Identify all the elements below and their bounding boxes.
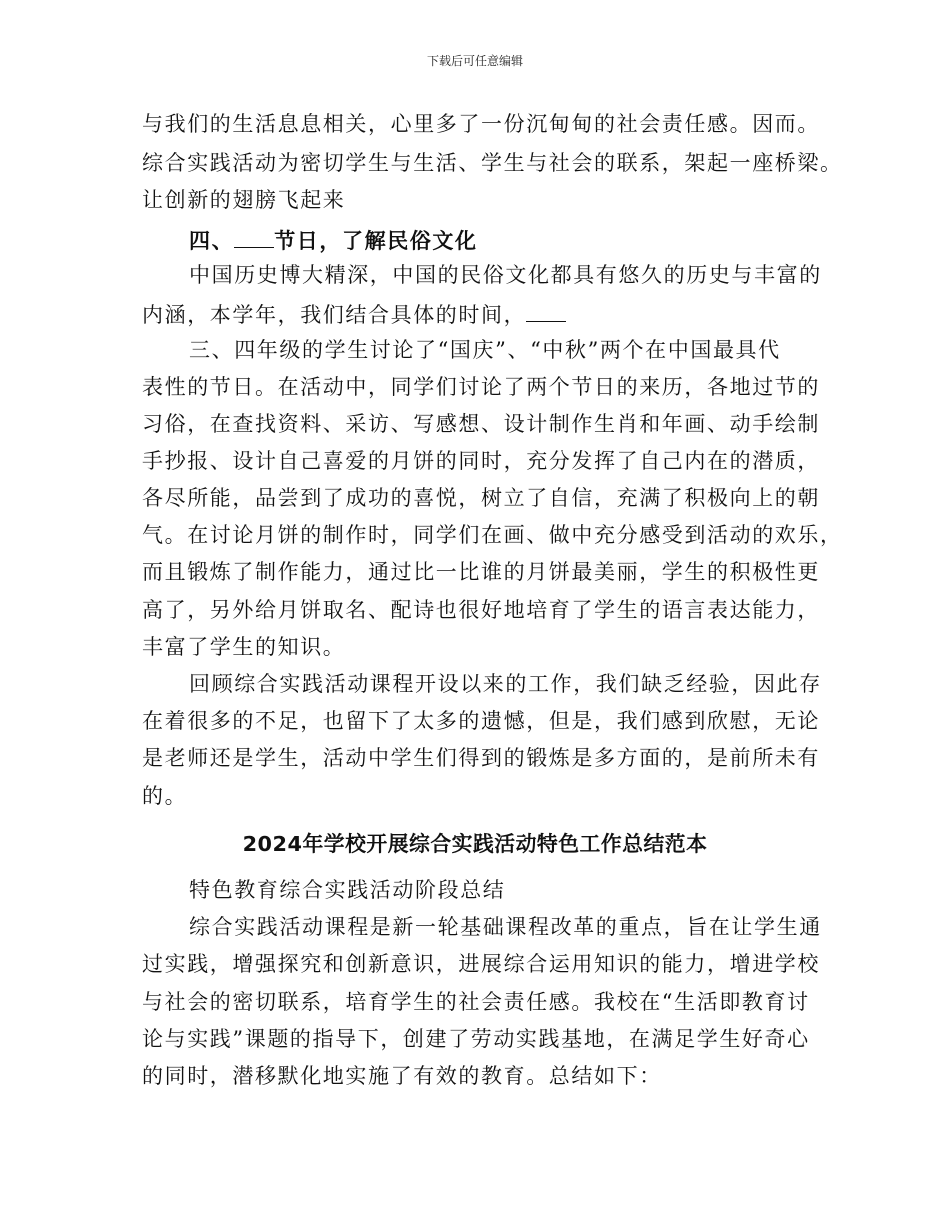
paragraph-line: 的。 [142,784,188,808]
paragraph-line: 的同时，潜移默化地实施了有效的教育。总结如下： [142,1064,662,1088]
paragraph-line: 中国历史博大精深，中国的民俗文化都具有悠久的历史与丰富的 [189,263,822,287]
paragraph-line: 论与实践”课题的指导下，创建了劳动实践基地，在满足学生好奇心 [142,1027,810,1051]
paragraph-line: 气。在讨论月饼的制作时，同学们在画、做中充分感受到活动的欢乐， [142,523,843,547]
paragraph-line: 三、四年级的学生讨论了“国庆”、“中秋”两个在中国最具代 [189,338,781,362]
paragraph-line: 让创新的翅膀飞起来 [142,188,346,212]
paragraph-line: 内涵，本学年，我们结合具体的时间， [142,302,566,326]
paragraph-line: 综合实践活动课程是新一轮基础课程改革的重点，旨在让学生通 [189,915,822,939]
blank-underline [526,302,566,322]
paragraph-line: 过实践，增强探究和创新意识，进展综合运用知识的能力，增进学校 [142,952,820,976]
paragraph-line: 表性的节日。在活动中，同学们讨论了两个节日的来历，各地过节的 [142,375,820,399]
paragraph-line: 丰富了学生的知识。 [142,635,346,659]
blank-underline [234,228,274,248]
paragraph-line: 而且锻炼了制作能力，通过比一比谁的月饼最美丽，学生的积极性更 [142,560,820,584]
paragraph-line: 各尽所能，品尝到了成功的喜悦，树立了自信，充满了积极向上的朝 [142,486,820,510]
paragraph-line: 习俗，在查找资料、采访、写感想、设计制作生肖和年画、动手绘制 [142,412,820,436]
paragraph-line: 在着很多的不足，也留下了太多的遗憾，但是，我们感到欣慰，无论 [142,709,820,733]
document-title: 2024年学校开展综合实践活动特色工作总结范本 [242,832,708,856]
section-subtitle: 特色教育综合实践活动阶段总结 [189,878,506,902]
page-header: 下载后可任意编辑 [426,54,523,68]
paragraph-line: 高了，另外给月饼取名、配诗也很好地培育了学生的语言表达能力， [142,598,820,622]
paragraph-line: 回顾综合实践活动课程开设以来的工作，我们缺乏经验，因此存 [189,672,822,696]
paragraph-line: 与社会的密切联系，培育学生的社会责任感。我校在“生活即教育讨 [142,990,810,1014]
section-heading [189,228,478,252]
paragraph-line: 与我们的生活息息相关，心里多了一份沉甸甸的社会责任感。因而。 [142,112,820,136]
paragraph-line: 是老师还是学生，活动中学生们得到的锻炼是多方面的，是前所未有 [142,746,820,770]
paragraph-line: 手抄报、设计自己喜爱的月饼的同时，充分发挥了自己内在的潜质， [142,449,820,473]
heading-prefix: 四、 [189,228,235,253]
heading-suffix: 节日，了解民俗文化 [274,228,478,253]
paragraph-line: 综合实践活动为密切学生与生活、学生与社会的联系，架起一座桥梁。 [142,151,843,175]
